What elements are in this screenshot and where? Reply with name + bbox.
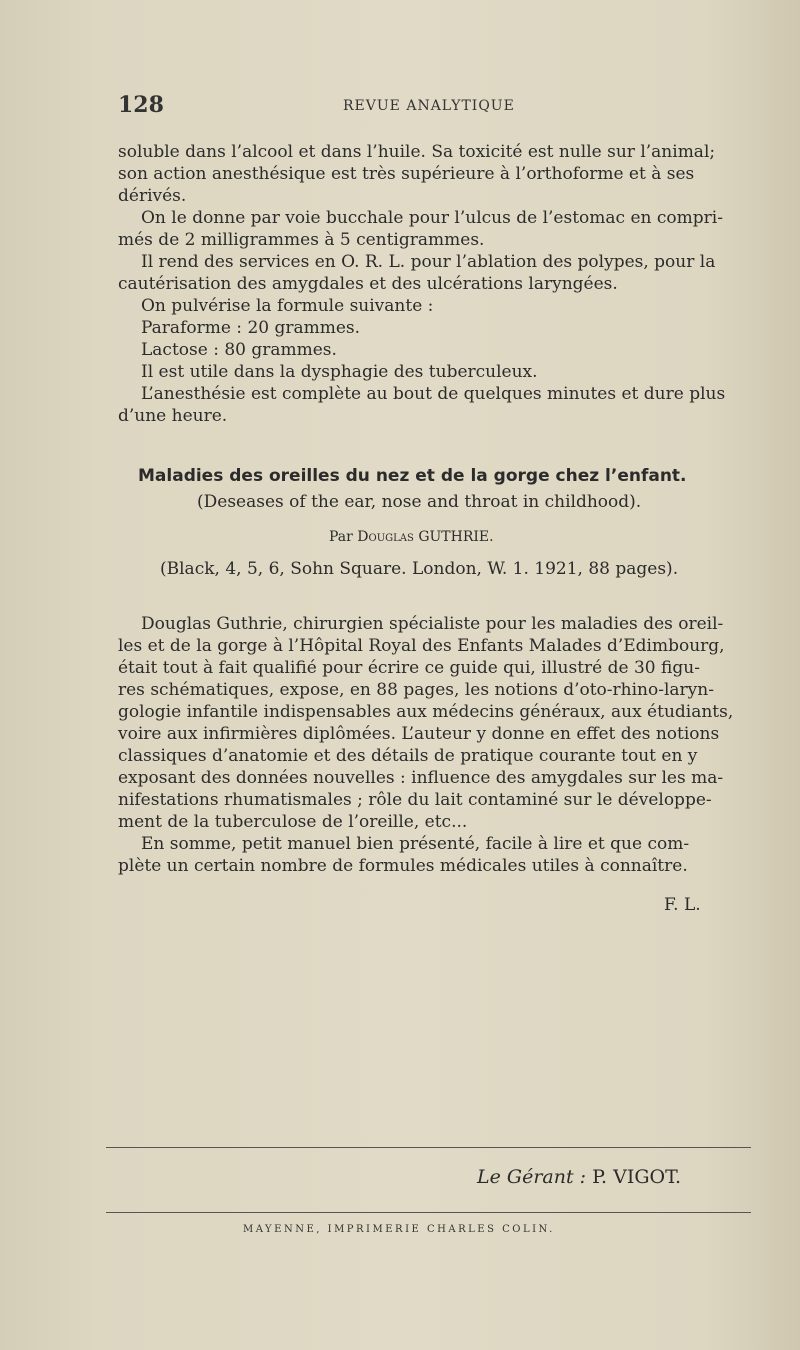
text-line: Paraforme : 20 grammes. (141, 318, 361, 338)
author-last-name: GUTHRIE. (418, 529, 494, 545)
text-line: més de 2 milligrammes à 5 centigrammes. (118, 230, 485, 250)
review-text-line: voire aux infirmières diplômées. L’auteur y donne en effet des notions (118, 724, 720, 744)
review-text-line: exposant des données nouvelles : influence des amygdales sur les ma- (118, 768, 724, 788)
review-text-line: était tout à fait qualifié pour écrire ce guide qui, illustré de 30 figu- (118, 658, 700, 678)
gerant-label: Le Gérant : (477, 1166, 587, 1188)
review-text-line: classiques d’anatomie et des détails de pratique courante tout en y (118, 746, 698, 766)
review-body (118, 613, 768, 877)
text-line: dérivés. (118, 186, 187, 206)
gerant-name: P. VIGOT. (592, 1166, 682, 1188)
gerant-line (477, 1166, 681, 1188)
text-line: Lactose : 80 grammes. (141, 340, 337, 360)
review-text-line: res schématiques, expose, en 88 pages, les notions d’oto-rhino-laryn- (118, 680, 714, 700)
author-first-name: Douglas (357, 529, 414, 545)
review-text-line: les et de la gorge à l’Hôpital Royal des Enfants Malades d’Edimbourg, (118, 636, 725, 656)
continuation-text (118, 141, 768, 427)
review-text-line: nifestations rhumatismales ; rôle du lait contaminé sur le développe- (118, 790, 712, 810)
review-title: Maladies des oreilles du nez et de la gorge chez l’enfant. (138, 466, 687, 486)
text-line: d’une heure. (118, 406, 228, 426)
text-line: On pulvérise la formule suivante : (141, 296, 434, 316)
printer-imprint: MAYENNE, IMPRIMERIE CHARLES COLIN. (243, 1224, 555, 1235)
footer-rule-bottom (106, 1212, 751, 1213)
text-line: Il est utile dans la dysphagie des tuberculeux. (141, 362, 538, 382)
text-line: On le donne par voie bucchale pour l’ulcus de l’estomac en compri- (141, 208, 723, 228)
review-text-line: Douglas Guthrie, chirurgien spécialiste pour les maladies des oreil- (141, 614, 724, 634)
text-line: L’anesthésie est complète au bout de quelques minutes et dure plus (141, 384, 726, 404)
text-line: soluble dans l’alcool et dans l’huile. Sa toxicité est nulle sur l’animal; (118, 142, 716, 162)
text-line: cautérisation des amygdales et des ulcérations laryngées. (118, 274, 618, 294)
review-text-line: ment de la tuberculose de l’oreille, etc... (118, 812, 468, 832)
review-text-line: gologie infantile indispensables aux médecins généraux, aux étudiants, (118, 702, 734, 722)
page-number: 128 (118, 92, 164, 118)
review-signature: F. L. (664, 895, 701, 915)
review-author (329, 529, 494, 545)
text-line: son action anesthésique est très supérieure à l’orthoforme et à ses (118, 164, 695, 184)
footer-rule-top (106, 1147, 751, 1148)
running-title: REVUE ANALYTIQUE (343, 98, 515, 114)
review-text-line: plète un certain nombre de formules médicales utiles à connaître. (118, 856, 688, 876)
text-line: Il rend des services en O. R. L. pour l’ablation des polypes, pour la (141, 252, 716, 272)
review-text-line: En somme, petit manuel bien présenté, facile à lire et que com- (141, 834, 690, 854)
review-subtitle: (Deseases of the ear, nose and throat in childhood). (197, 492, 642, 512)
review-publication: (Black, 4, 5, 6, Sohn Square. London, W. 1. 1921, 88 pages). (160, 559, 679, 579)
author-prefix: Par (329, 529, 353, 545)
